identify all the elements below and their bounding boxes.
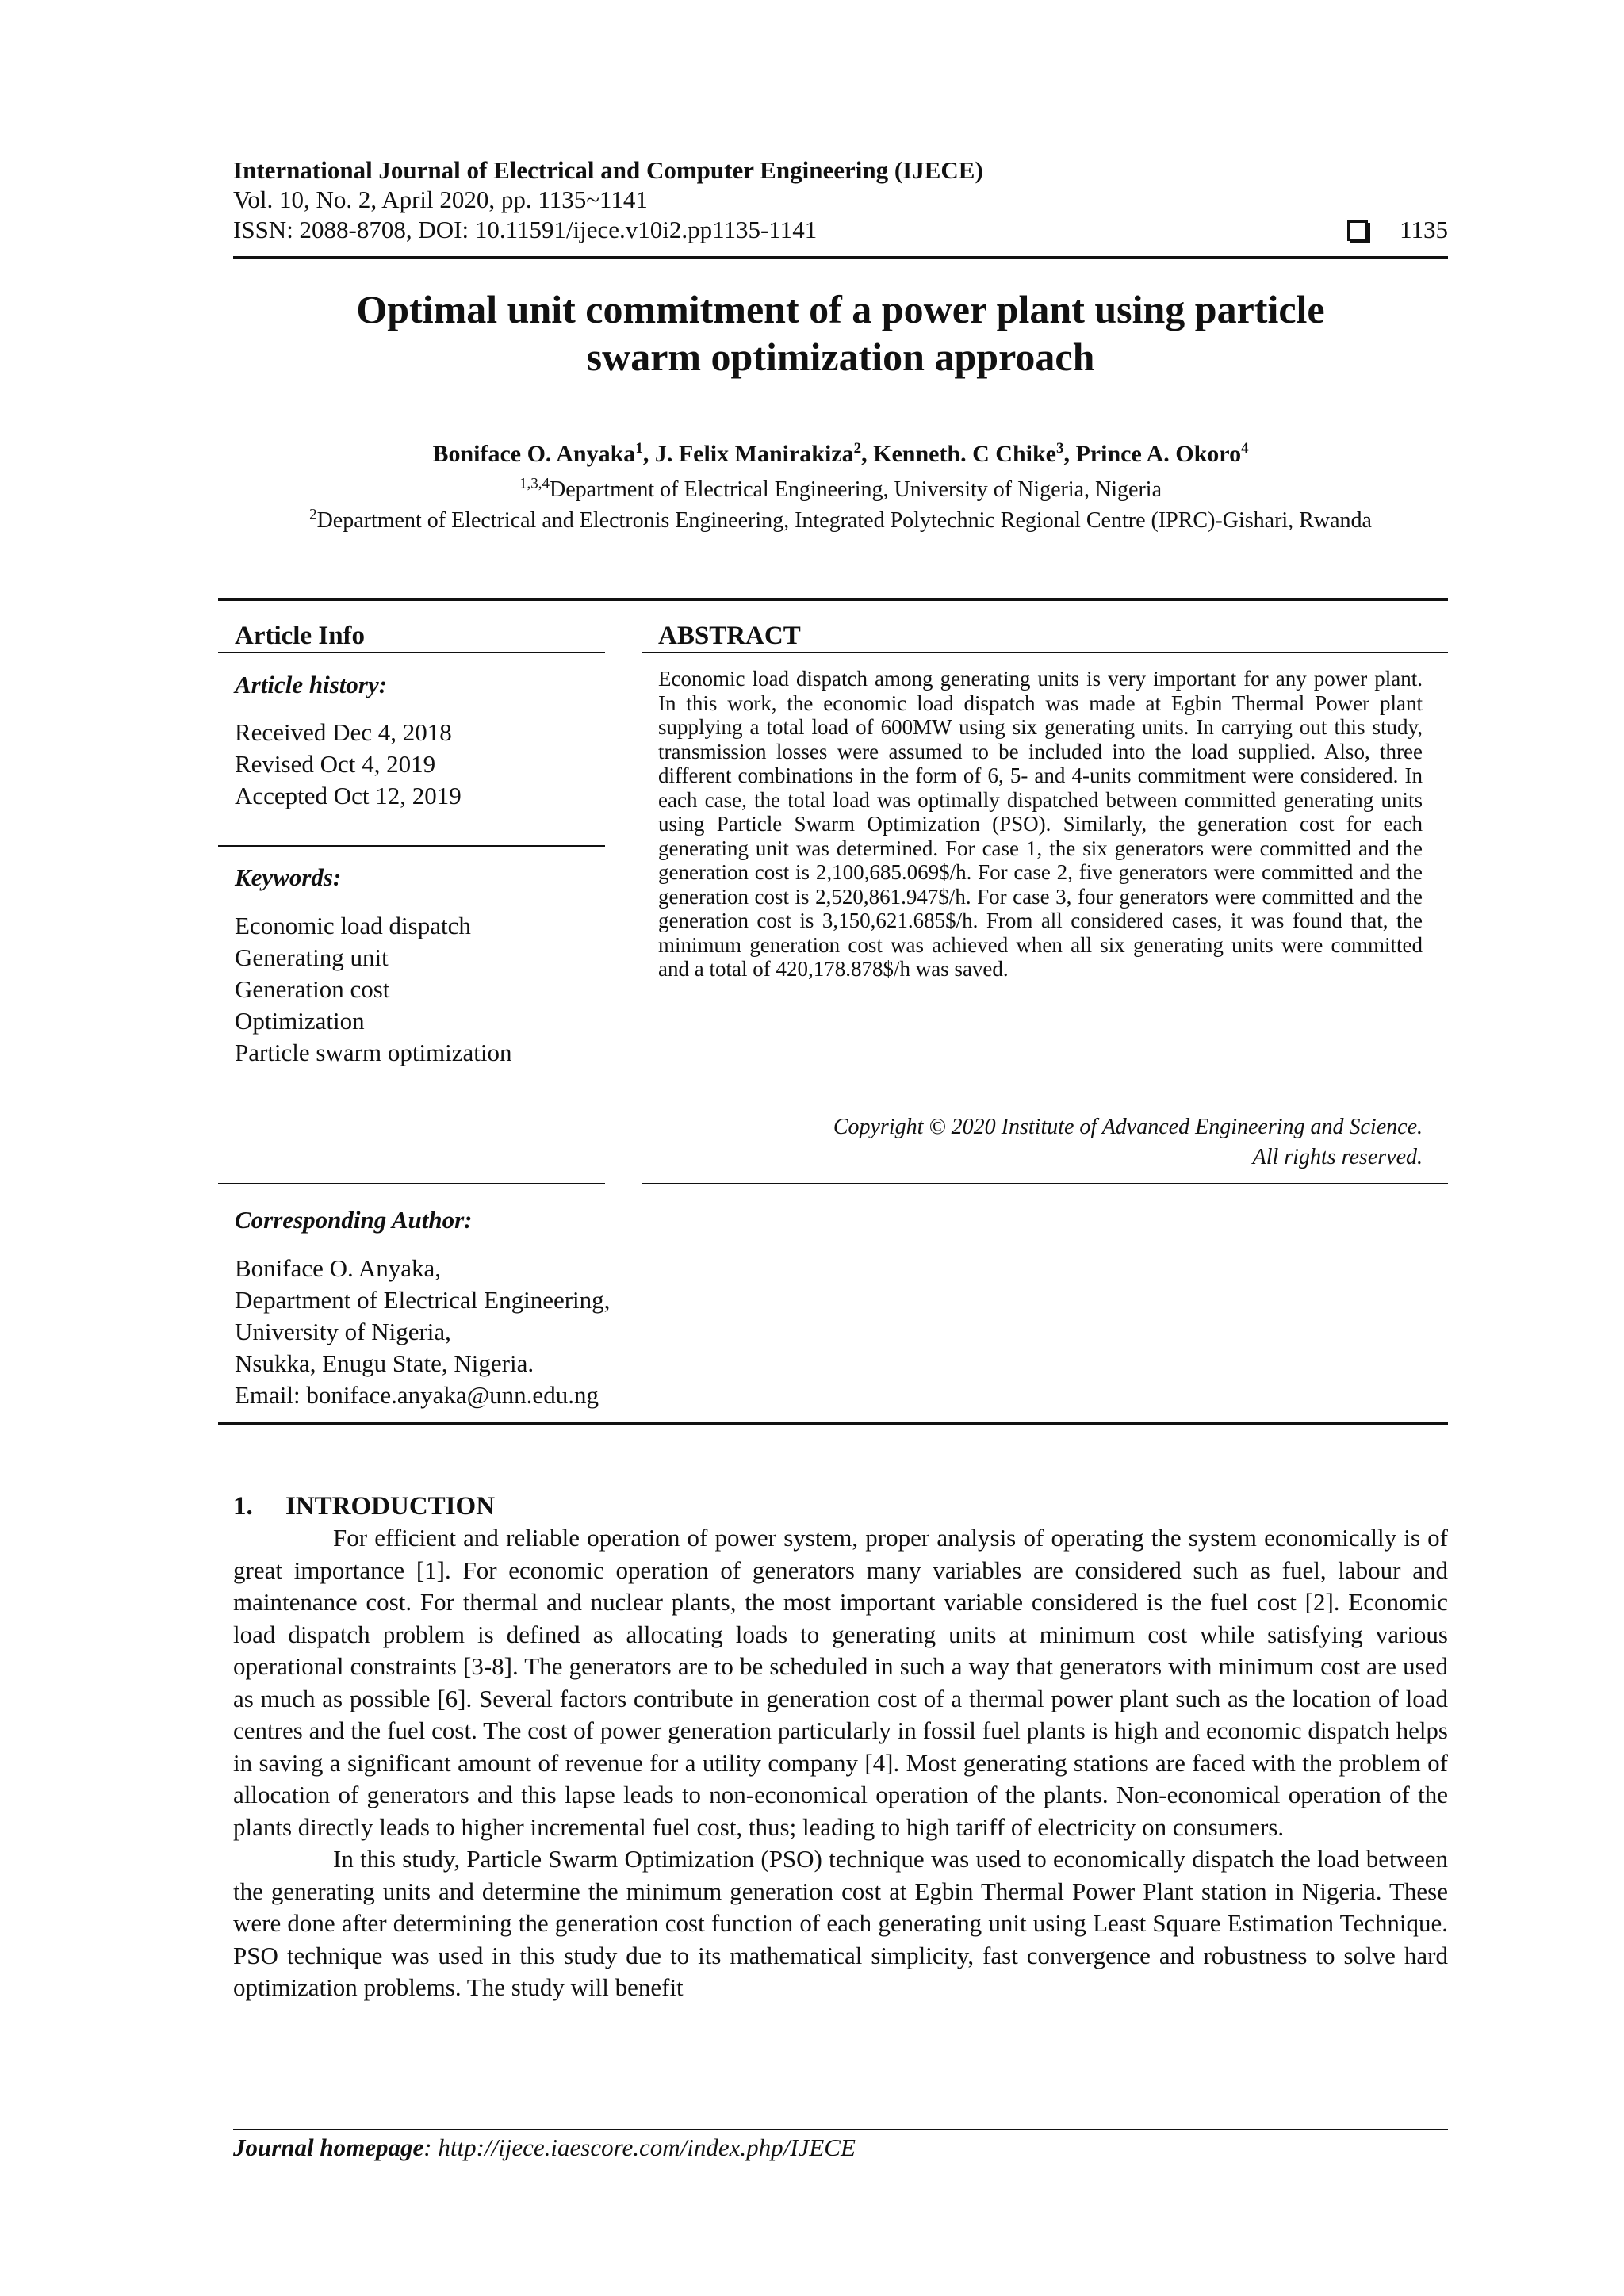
abstract-bottom-rule [642, 1183, 1448, 1184]
body-paragraph: In this study, Particle Swarm Optimization (PSO) technique was used to economically dispatch the load between the generating units and determine the minimum generation cost at Egbin Thermal Power Plant station in Nigeria. These were done after determining the generation cost function of each generating unit using Least Square Estimation Technique. PSO technique was used in this study due to its mathematical simplicity, fast convergence and robustness to solve hard optimization problems. The study will benefit [233, 1845, 1448, 2001]
history-item: Revised Oct 4, 2019 [235, 750, 436, 778]
issn-doi: ISSN: 2088-8708, DOI: 10.11591/ijece.v10i2.pp1135-1141 [233, 216, 818, 243]
author-sep: , [642, 441, 655, 467]
corresponding-line: Boniface O. Anyaka, [235, 1254, 441, 1282]
affiliation-text: Department of Electrical Engineering, University of Nigeria, Nigeria [549, 477, 1162, 502]
corresponding-email: Email: boniface.anyaka@unn.edu.ng [235, 1381, 599, 1409]
affiliation-sup: 1,3,4 [519, 475, 550, 492]
title-line: Optimal unit commitment of a power plant using particle [356, 287, 1325, 331]
author-sup: 3 [1055, 440, 1064, 457]
info-bottom-rule [218, 1422, 1448, 1425]
keyword: Generation cost [235, 975, 390, 1003]
journal-name: International Journal of Electrical and Computer Engineering (IJECE) [233, 156, 983, 184]
keyword: Generating unit [235, 943, 389, 971]
introduction-heading: 1. INTRODUCTION [233, 1492, 496, 1521]
author-name: Prince A. Okoro [1075, 441, 1242, 467]
history-item: Received Dec 4, 2018 [235, 718, 452, 746]
paper-title [233, 285, 1448, 381]
author-sup: 4 [1241, 440, 1249, 457]
author-name: Boniface O. Anyaka [432, 441, 636, 467]
article-history [235, 717, 462, 812]
footer-rule [233, 2129, 1448, 2130]
article-info-heading: Article Info [235, 622, 366, 650]
keyword: Particle swarm optimization [235, 1039, 512, 1066]
page-number-group [1347, 215, 1448, 244]
corresponding-line: Department of Electrical Engineering, [235, 1286, 611, 1314]
homepage-url[interactable]: : http://ijece.iaescore.com/index.php/IJECE [423, 2133, 856, 2161]
corresponding-heading: Corresponding Author: [235, 1206, 473, 1234]
square-bullet-icon [1347, 220, 1368, 241]
abstract-rule [642, 652, 1448, 653]
rights-line: All rights reserved. [1252, 1145, 1423, 1169]
keyword: Economic load dispatch [235, 912, 471, 939]
affiliation-text: Department of Electrical and Electronis Engineering, Integrated Polytechnic Regional Centre (IPRC)-Gishari, Rwanda [316, 508, 1372, 533]
corresponding-line: University of Nigeria, [235, 1318, 451, 1345]
corresponding-details [235, 1253, 610, 1411]
keyword-list [235, 910, 512, 1069]
introduction-body [233, 1522, 1448, 2004]
abstract-heading: ABSTRACT [658, 622, 801, 650]
author-list [233, 438, 1448, 470]
volume-info: Vol. 10, No. 2, April 2020, pp. 1135~1141 [233, 186, 648, 213]
article-history-heading: Article history: [235, 671, 388, 698]
copyright-notice [833, 1112, 1423, 1173]
keywords-heading: Keywords: [235, 863, 342, 891]
title-line: swarm optimization approach [586, 335, 1095, 379]
article-info-rule [218, 652, 605, 653]
copyright-line: Copyright © 2020 Institute of Advanced Engineering and Science. [833, 1115, 1423, 1139]
header-rule [233, 256, 1448, 259]
author-name: J. Felix Manirakiza [654, 441, 854, 467]
history-rule [218, 845, 605, 847]
author-name: Kenneth. C Chike [873, 441, 1056, 467]
keyword: Optimization [235, 1007, 365, 1035]
page-number: 1135 [1400, 216, 1448, 243]
author-sep: , [1063, 441, 1076, 467]
author-sup: 1 [635, 440, 643, 457]
affiliation [233, 507, 1448, 535]
keywords-rule [218, 1183, 605, 1184]
affiliation-sup: 2 [309, 506, 317, 523]
homepage-label: Journal homepage [233, 2133, 424, 2161]
info-top-rule [218, 598, 1448, 601]
journal-homepage [233, 2132, 856, 2164]
body-paragraph: For efficient and reliable operation of power system, proper analysis of operating the system economically is of great importance [1]. For economic operation of generators many variables are considered such as fuel, labour and maintenance cost. For thermal and nuclear plants, the most important variable considered is the fuel cost [2]. Economic load dispatch problem is defined as allocating loads to generating units at minimum cost while satisfying various operational constraints [3-8]. The generators are to be scheduled in such a way that generators with minimum cost are used as much as possible [6]. Several factors contribute in generation cost of a thermal power plant such as the location of load centres and the fuel cost. The cost of power generation particularly in fossil fuel plants is high and economic dispatch helps in saving a significant amount of revenue for a utility company [4]. Most generating stations are faced with the problem of allocation of generators and this lapse leads to non-economical operation of the plants. Non-economical operation of the plants directly leads to higher incremental fuel cost, thus; leading to high tariff of electricity on consumers. [233, 1524, 1448, 1841]
history-item: Accepted Oct 12, 2019 [235, 782, 462, 809]
author-sep: , [861, 441, 874, 467]
abstract-text: Economic load dispatch among generating units is very important for any power plant. In this work, the economic load dispatch was made at Egbin Thermal Power plant supplying a total load of 600MW using six generating units. In carrying out this study, transmission losses were assumed to be included into the load supplied. Also, three different combinations in the form of 6, 5- and 4-units commitment were considered. In each case, the total load was optimally dispatched between committed generating units using Particle Swarm Optimization (PSO). Similarly, the generation cost for each generating unit was determined. For case 1, the six generators were committed and the generation cost is 2,100,685.069$/h. For case 2, five generators were committed and the generation cost is 2,520,861.947$/h. For case 3, four generators were committed and the generation cost is 3,150,621.685$/h. From all considered cases, it was found that, the minimum generation cost was achieved when all six generating units were committed and a total of 420,178.878$/h was saved. [658, 667, 1423, 981]
corresponding-line: Nsukka, Enugu State, Nigeria. [235, 1349, 534, 1377]
author-sup: 2 [853, 440, 862, 457]
affiliation [233, 476, 1448, 504]
